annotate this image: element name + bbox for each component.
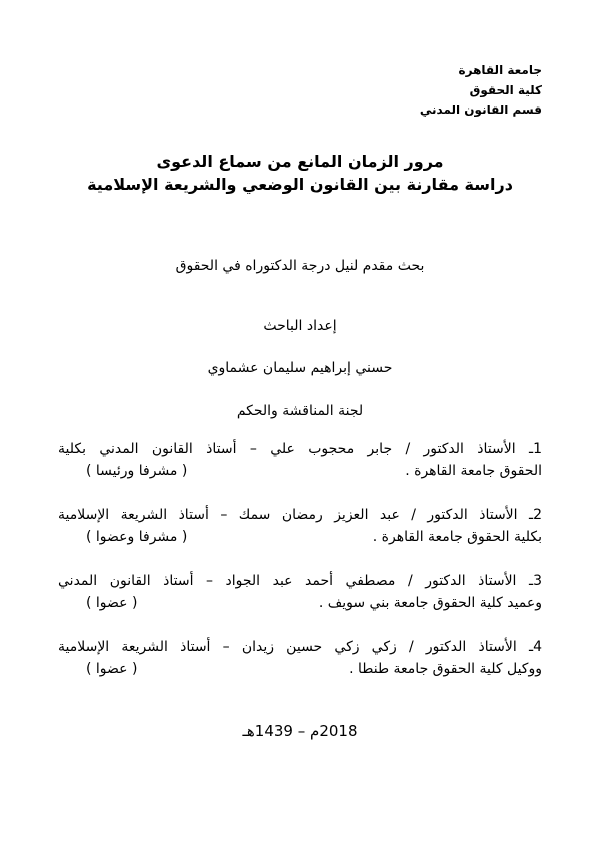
publication-year: 2018م – 1439هـ xyxy=(242,722,358,740)
member-3-affiliation: وعميد كلية الحقوق جامعة بني سويف . xyxy=(318,595,542,611)
committee-list xyxy=(58,438,542,680)
member-2-name-title: 2ـ الأستاذ الدكتور / عبد العزيز رمضان سمك – أستاذ الشريعة الإسلامية xyxy=(58,507,542,523)
committee-member-4 xyxy=(58,636,542,680)
member-1-name-title: 1ـ الأستاذ الدكتور / جابر محجوب علي – أستاذ القانون المدني بكلية xyxy=(58,441,542,457)
degree-statement: بحث مقدم لنيل درجة الدكتوراه في الحقوق xyxy=(175,258,425,274)
faculty-name: كلية الحقوق xyxy=(469,83,542,97)
committee-heading: لجنة المناقشة والحكم xyxy=(236,403,364,419)
committee-member-2 xyxy=(58,504,542,548)
member-3-name-title: 3ـ الأستاذ الدكتور / مصطفي أحمد عبد الجواد – أستاذ القانون المدني xyxy=(58,573,542,589)
institution-header xyxy=(58,60,542,120)
member-1-affiliation-row xyxy=(58,460,542,482)
member-4-role: ( عضوا ) xyxy=(86,661,138,677)
member-1-affiliation: الحقوق جامعة القاهرة . xyxy=(405,463,542,479)
member-1-role: ( مشرفا ورئيسا ) xyxy=(86,463,188,479)
member-4-affiliation-row xyxy=(58,658,542,680)
university-name: جامعة القاهرة xyxy=(458,63,542,77)
member-3-role: ( عضوا ) xyxy=(86,595,138,611)
member-4-affiliation: ووكيل كلية الحقوق جامعة طنطا . xyxy=(349,661,542,677)
member-3-affiliation-row xyxy=(58,592,542,614)
committee-member-3 xyxy=(58,570,542,614)
thesis-title xyxy=(58,150,542,196)
member-2-affiliation: بكلية الحقوق جامعة القاهرة . xyxy=(372,529,542,545)
department-name: قسم القانون المدني xyxy=(419,103,542,117)
member-2-affiliation-row xyxy=(58,526,542,548)
committee-member-1 xyxy=(58,438,542,482)
thesis-title-line1: مرور الزمان المانع من سماع الدعوى xyxy=(156,152,444,171)
member-2-role: ( مشرفا وعضوا ) xyxy=(86,529,188,545)
prepared-by-label: إعداد الباحث xyxy=(263,318,337,334)
author-name: حسني إبراهيم سليمان عشماوي xyxy=(207,360,393,376)
thesis-title-line2: دراسة مقارنة بين القانون الوضعي والشريعة الإسلامية xyxy=(87,175,513,194)
member-4-name-title: 4ـ الأستاذ الدكتور / زكي زكي حسين زيدان – أستاذ الشريعة الإسلامية xyxy=(58,639,542,655)
